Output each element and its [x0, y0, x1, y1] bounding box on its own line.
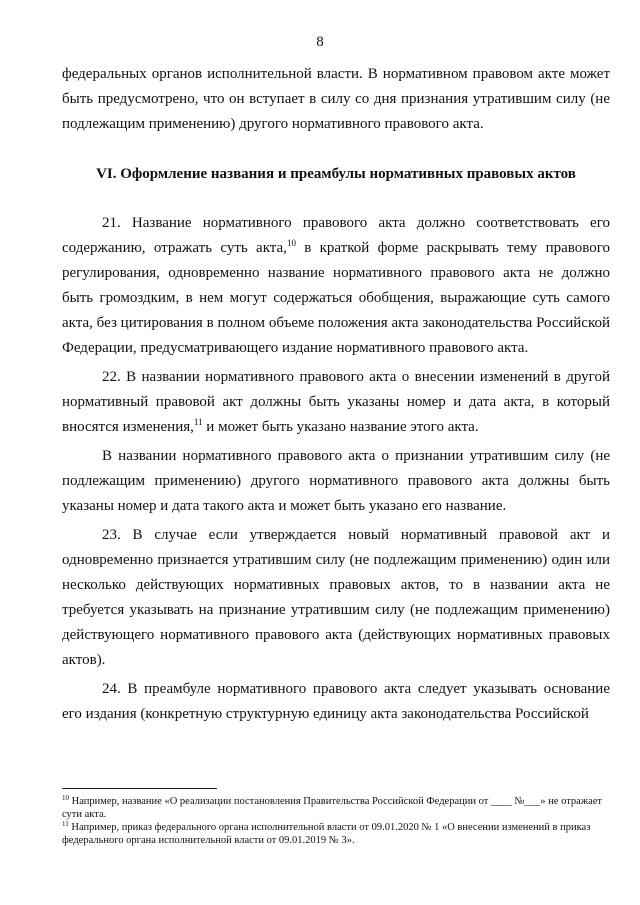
footnote-mark-11: 11	[62, 820, 69, 828]
paragraph-23: 23. В случае если утверждается новый нормативный правовой акт и одновременно признается утратившим силу (не подлежащим применению) один или несколько действующих нормативных правовых актов, то в названии акта не требуется указывать на признание утратившим силу (не подлежащим применению) действующего нормативного правового акта (действующих нормативных правовых актов).	[62, 527, 610, 668]
footnote-ref-11[interactable]: 11	[193, 417, 203, 427]
footnote-separator	[62, 788, 217, 789]
footnote-ref-10[interactable]: 10	[286, 238, 296, 248]
intro-paragraph: федеральных органов исполнительной власти. В нормативном правовом акте может быть предусмотрено, что он вступает в силу со дня признания утратившим силу (не подлежащим применению) другого нормативного правового акта.	[62, 66, 610, 132]
section-heading: VI. Оформление названия и преамбулы нормативных правовых актов	[96, 166, 576, 182]
paragraph-22-text-before: 22. В названии нормативного правового акта о внесении изменений в другой нормативный правовой акт должны быть указаны номер и дата акта, в который вносятся изменения,	[62, 369, 610, 435]
paragraph-21-text-after: в краткой форме раскрывать тему правового регулирования, одновременно название нормативного правового акта не должно быть громоздким, в нем могут содержаться обобщения, выражающие суть самого акта, без цитирования в полном объеме положения акта законодательства Российской Федерации, предусматривающего издание нормативного правового акта.	[62, 240, 610, 356]
footnote-11-text: Например, приказ федерального органа исполнительной власти от 09.01.2020 № 1 «О внесении изменений в приказ федерального органа исполнительной власти от 09.01.2019 № 3».	[62, 822, 591, 846]
page-number: 8	[316, 34, 324, 50]
paragraph-21	[62, 211, 610, 361]
paragraph-22-second: В названии нормативного правового акта о признании утратившим силу (не подлежащим применению) другого нормативного правового акта должны быть указаны номер и дата такого акта и может быть указано его название.	[62, 448, 610, 514]
paragraph-21-text-before: 21. Название нормативного правового акта должно соответствовать его содержанию, отражать суть акта,	[62, 215, 610, 256]
paragraph-22-text-after: и может быть указано название этого акта.	[202, 419, 479, 435]
document-body	[62, 62, 610, 727]
footnote-10-text: Например, название «О реализации постановления Правительства Российской Федерации от ____ №___» не отражает сути акта.	[62, 796, 602, 820]
footnote-11	[62, 821, 610, 847]
footnote-mark-10: 10	[62, 794, 69, 802]
footnote-10	[62, 795, 610, 821]
footnotes	[62, 795, 610, 847]
paragraph-24: 24. В преамбуле нормативного правового акта следует указывать основание его издания (конкретную структурную единицу акта законодательства Российской	[62, 681, 610, 722]
paragraph-22	[62, 365, 610, 440]
